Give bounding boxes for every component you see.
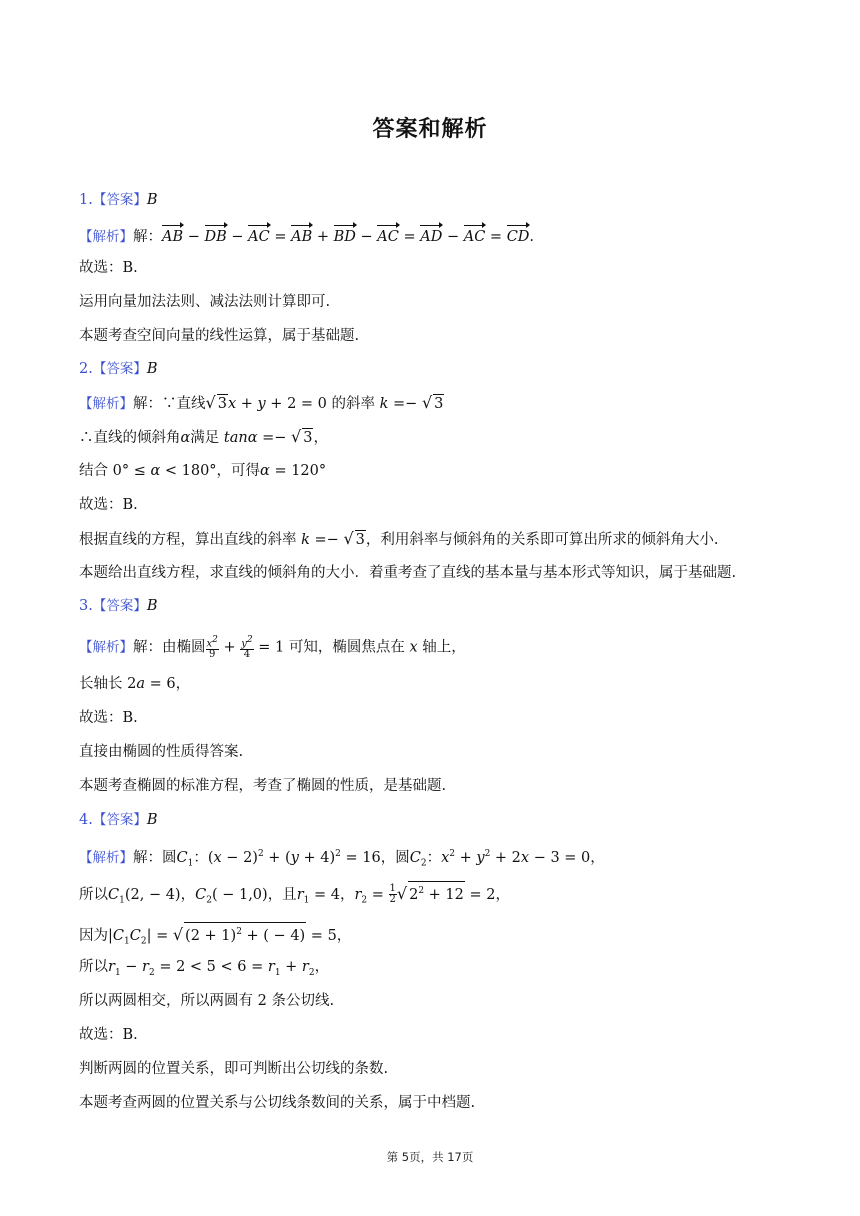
q3-answer: B [146, 598, 158, 614]
q1-choose: 故选：B. [79, 260, 138, 276]
q2-analysis-line: 【解析】解：∵直线√ 3x + y + 2 = 0 的斜率 k =− √ 3 [79, 393, 444, 412]
q4-summary: 本题考查两圆的位置关系与公切线条数间的关系，属于中档题. [79, 1095, 476, 1111]
q4-answer-line [79, 809, 158, 831]
q1-analysis-line: 【解析】解：AB − DB − AC = AB + BD − AC = AD − AC = CD. [79, 223, 534, 248]
q4-line3: 因为$|C_1C_2|$ = √ $(2 + 1)^2$ + ( − 4) = 5， [79, 922, 351, 953]
q4-method: 判断两圆的位置关系，即可判断出公切线的条数. [79, 1061, 389, 1077]
q2-answer-tag: 【答案】 [92, 361, 147, 377]
q1-answer: B [146, 192, 158, 208]
q2-summary: 本题给出直线方程，求直线的倾斜角的大小．着重考查了直线的基本量与基本形式等知识，属于基础题. [79, 565, 737, 581]
q3-line2: 长轴长 2a = 6， [79, 676, 191, 692]
page-footer: 第 5页，共 17页 [386, 1150, 474, 1164]
q1-number: 1. [79, 192, 93, 208]
q2-method: 根据直线的方程，算出直线的斜率 k =− √ 3，利用斜率与倾斜角的关系即可算出所求的倾斜角大小. [79, 529, 719, 548]
q4-choose: 故选：B. [79, 1027, 138, 1043]
q2-solve-prefix: 解：∵直线 [133, 396, 206, 412]
page-title: 答案和解析 [372, 117, 488, 142]
q2-answer-line [79, 358, 158, 380]
q3-analysis-tag: 【解析】 [79, 639, 133, 656]
q2-line3: 结合 0° ≤ α < 180°，可得α = 120° [79, 463, 327, 479]
q3-answer-line [79, 595, 158, 617]
q2-line2: ∴直线的倾斜角α满足 tanα =− √ 3， [79, 427, 328, 446]
q4-number: 4. [79, 812, 93, 828]
q1-method: 运用向量加法法则、减法法则计算即可. [79, 294, 331, 310]
q3-answer-tag: 【答案】 [92, 598, 147, 614]
q4-line5: 所以两圆相交，所以两圆有 2 条公切线. [79, 993, 335, 1009]
q2-answer: B [146, 361, 158, 377]
q4-answer-tag: 【答案】 [92, 812, 147, 828]
q2-slope-text: 的斜率 [331, 396, 375, 412]
q4-answer: B [146, 812, 158, 828]
q4-line4: 所以$r_1 - r_2 = 2 < 5 < 6 = r_1 + r_2$， [79, 959, 330, 978]
q1-analysis-tag: 【解析】 [79, 229, 133, 245]
q4-line2: 所以$C_1(2$, − 4)，$C_2( - 1,0)$，且$r_1 = 4$，$r_2$ = $\frac{1}{2}$ √ $2^2 + 12 = 2$， [79, 881, 510, 912]
q2-analysis-tag: 【解析】 [79, 396, 133, 412]
q2-choose: 故选：B. [79, 497, 138, 513]
q3-number: 3. [79, 598, 93, 614]
q1-answer-line [79, 189, 158, 211]
q1-solve-prefix: 解： [133, 229, 162, 245]
q4-analysis-line: 【解析】解：圆$C_1$：$(x - 2)^2 + (y + 4)^2 = 16$，圆$C_2$：$x^2 + y^2 + 2x - 3 = 0$， [79, 849, 605, 869]
q3-method: 直接由椭圆的性质得答案. [79, 744, 244, 760]
q3-choose: 故选：B. [79, 710, 138, 726]
q1-summary: 本题考查空间向量的线性运算，属于基础题. [79, 328, 360, 344]
q3-analysis-line: 【解析】解：由椭圆 $\frac{x^2}{9}$ + $\frac{y^2}{4}$ = 1 可知，椭圆焦点在 x 轴上， [79, 635, 466, 661]
q1-answer-tag: 【答案】 [92, 192, 147, 208]
q3-summary: 本题考查椭圆的标准方程，考查了椭圆的性质，是基础题. [79, 778, 447, 794]
q2-number: 2. [79, 361, 93, 377]
q4-analysis-tag: 【解析】 [79, 849, 133, 866]
